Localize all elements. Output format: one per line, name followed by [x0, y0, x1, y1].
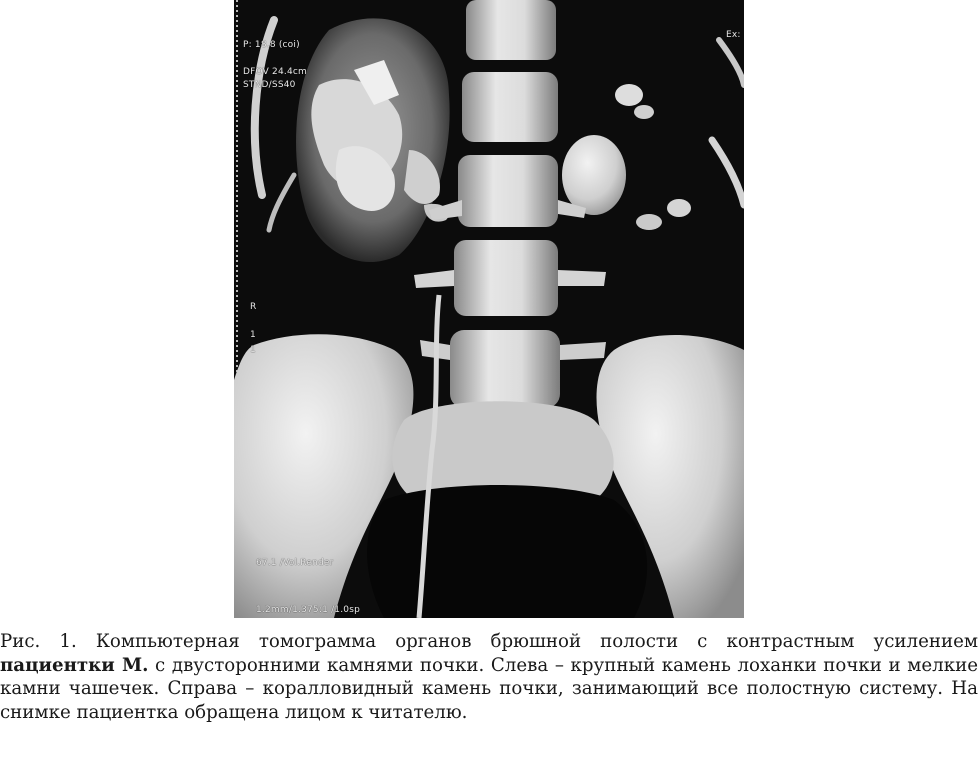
- patient-name: пациентки М.: [0, 654, 149, 676]
- overlay-text: DFOV 24.4cm: [243, 67, 308, 77]
- rib: [269, 175, 294, 230]
- overlay-text: P: 18.8 (coi): [243, 40, 300, 50]
- overlay-text: 1: [250, 330, 256, 340]
- left-kidney: [296, 18, 450, 262]
- orientation-marker: R: [250, 302, 257, 312]
- rib: [719, 40, 744, 85]
- overlay-text: 1: [250, 345, 256, 355]
- figure-caption: [0, 630, 978, 724]
- overlay-text: STND/SS40: [243, 80, 296, 90]
- caption-text: Рис. 1. Компьютерная томограмма органов брюшной полости с контрастным усилением: [0, 631, 978, 652]
- ct-scan-image: [234, 0, 744, 618]
- overlay-text: 67.1 /Vol.Render: [256, 558, 334, 568]
- caption-text: с двусторонними камнями почки. Слева – крупный камень лоханки почки и мелкие камни чашечек. Справа – коралловидный камень почки, занимающий все полостную систему. На снимке пациентка обращена лицом к читателю.: [0, 654, 978, 723]
- ct-volume-render: [234, 0, 744, 618]
- overlay-text: Ex:: [726, 30, 741, 40]
- overlay-text: 1.2mm/1.375:1 /1.0sp: [256, 605, 361, 615]
- rib: [712, 140, 744, 205]
